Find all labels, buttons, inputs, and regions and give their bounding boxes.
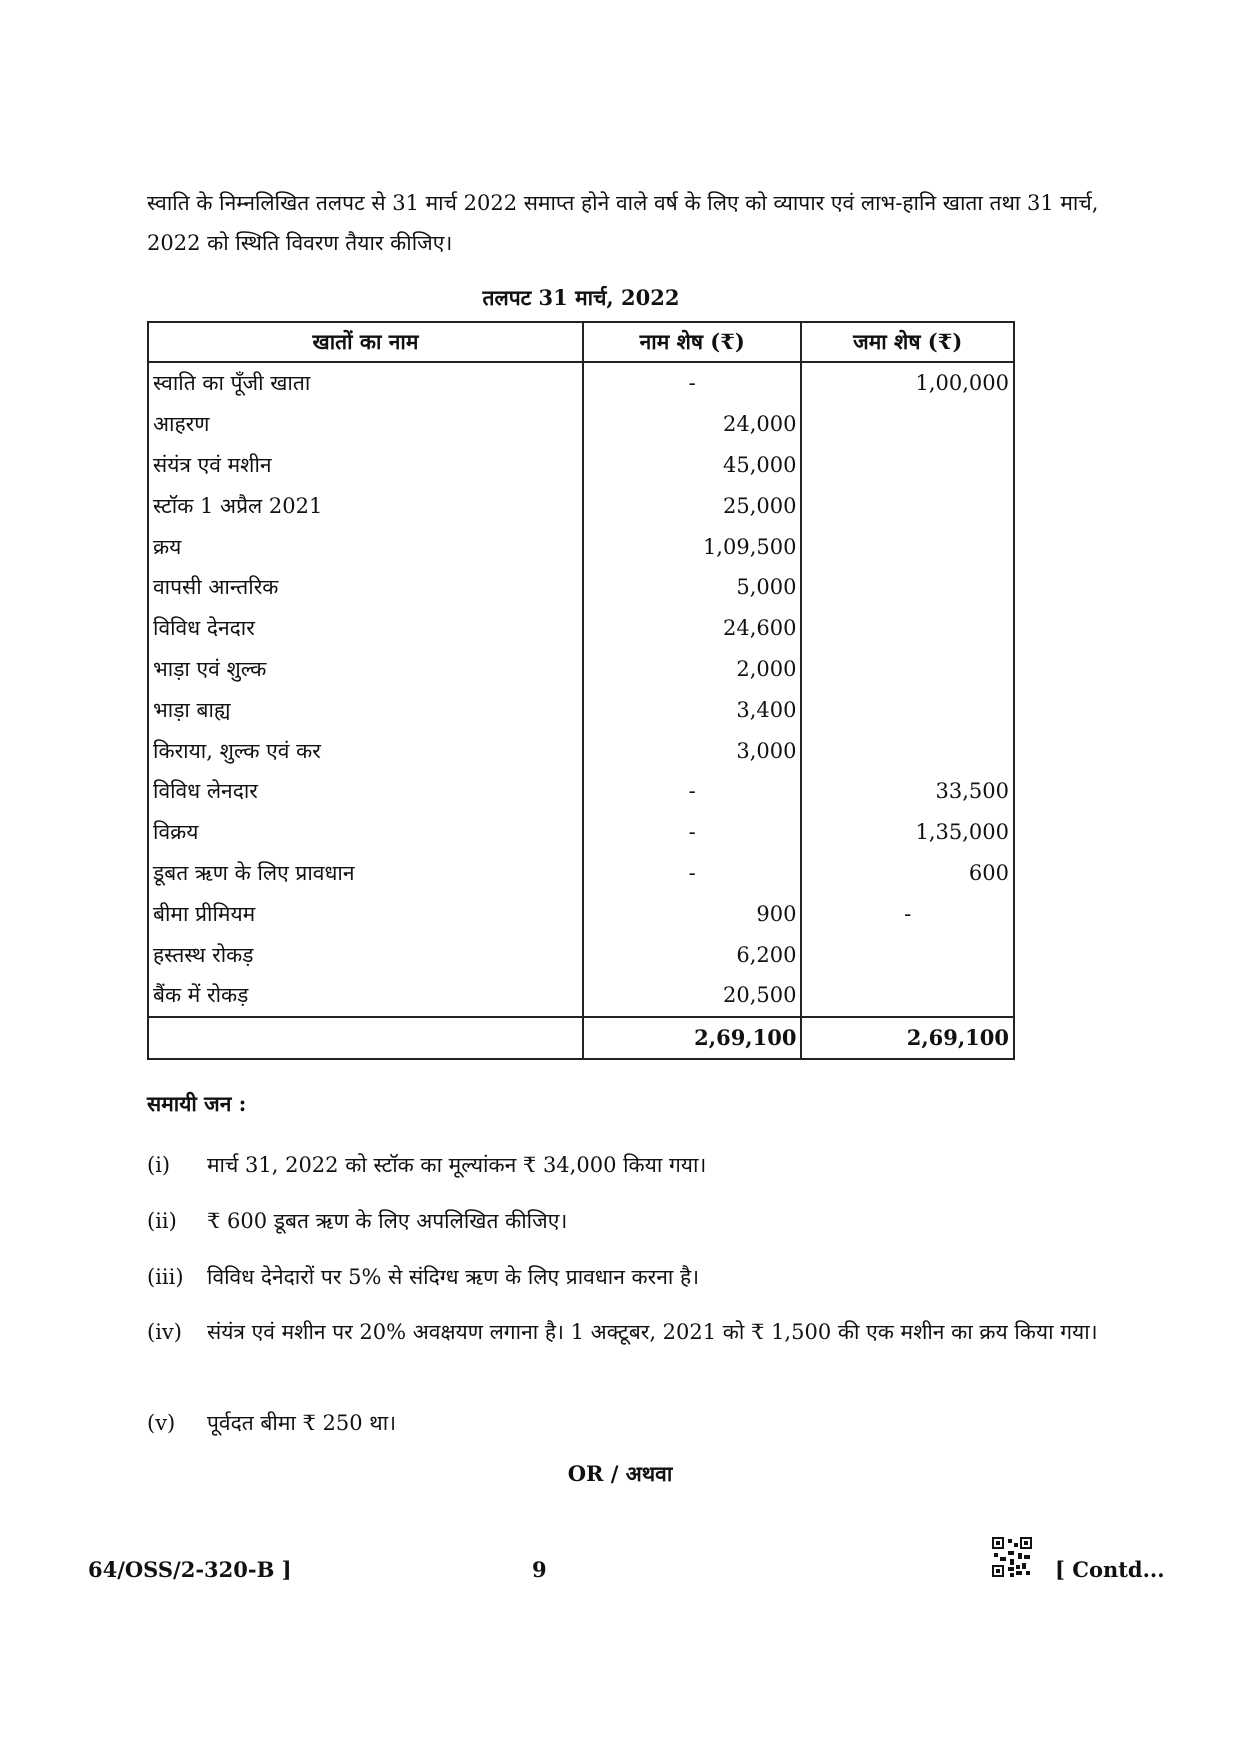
adjustment-number: (i) — [147, 1153, 171, 1177]
qr-code-icon — [992, 1537, 1032, 1577]
credit-amount — [801, 608, 1014, 649]
table-row — [148, 771, 1014, 812]
adjustments-heading: समायी जन : — [147, 1091, 247, 1116]
header-credit: जमा शेष (₹) — [801, 322, 1014, 362]
account-name: भाड़ा एवं शुल्क — [148, 649, 583, 690]
question-text: स्वाति के निम्नलिखित तलपट से 31 मार्च 2022 समाप्त होने वाले वर्ष के लिए को व्यापार एवं लाभ-हानि खाता तथा 31 मार्च, 2022 को स्थिति विवरण तैयार कीजिए। — [147, 191, 1099, 255]
debit-amount: 5,000 — [583, 567, 802, 608]
adjustment-text: पूर्वदत बीमा ₹ 250 था। — [207, 1411, 397, 1435]
adjustment-text: ₹ 600 डूबत ऋण के लिए अपलिखित कीजिए। — [207, 1209, 568, 1233]
credit-amount — [801, 975, 1014, 1017]
account-name: विक्रय — [148, 812, 583, 853]
debit-amount: 900 — [583, 893, 802, 934]
credit-amount — [801, 567, 1014, 608]
adjustment-number: (iv) — [147, 1320, 182, 1344]
page-number: 9 — [532, 1557, 547, 1582]
adjustment-item — [147, 1203, 1107, 1239]
credit-amount: 1,35,000 — [801, 812, 1014, 853]
table-row — [148, 567, 1014, 608]
total-row — [148, 1017, 1014, 1059]
table-row — [148, 526, 1014, 567]
debit-amount: 3,400 — [583, 689, 802, 730]
total-credit: 2,69,100 — [801, 1017, 1014, 1059]
table-row — [148, 445, 1014, 486]
adjustment-number: (iii) — [147, 1265, 184, 1289]
trial-balance-table — [147, 321, 1015, 1060]
or-separator: OR / अथवा — [567, 1461, 673, 1486]
continued-marker: [ Contd... — [1055, 1557, 1165, 1582]
table-row — [148, 893, 1014, 934]
account-name: वापसी आन्तरिक — [148, 567, 583, 608]
table-row — [148, 730, 1014, 771]
debit-amount: 24,000 — [583, 404, 802, 445]
credit-amount: 600 — [801, 853, 1014, 894]
credit-amount: - — [801, 893, 1014, 934]
debit-amount: 25,000 — [583, 485, 802, 526]
credit-amount — [801, 934, 1014, 975]
adjustment-text: संयंत्र एवं मशीन पर 20% अवक्षयण लगाना है। 1 अक्टूबर, 2021 को ₹ 1,500 की एक मशीन का क्रय किया गया। — [207, 1320, 1098, 1344]
adjustment-number: (ii) — [147, 1209, 177, 1233]
account-name: संयंत्र एवं मशीन — [148, 445, 583, 486]
account-name: हस्तस्थ रोकड़ — [148, 934, 583, 975]
adjustment-item — [147, 1405, 1107, 1441]
adjustment-item — [147, 1259, 1107, 1295]
adjustment-text: मार्च 31, 2022 को स्टॉक का मूल्यांकन ₹ 34,000 किया गया। — [207, 1153, 707, 1177]
credit-amount — [801, 526, 1014, 567]
adjustment-text: विविध देनेदारों पर 5% से संदिग्ध ऋण के लिए प्रावधान करना है। — [207, 1265, 700, 1289]
header-debit: नाम शेष (₹) — [583, 322, 802, 362]
account-name: विविध लेनदार — [148, 771, 583, 812]
account-name: क्रय — [148, 526, 583, 567]
table-row — [148, 608, 1014, 649]
credit-amount — [801, 689, 1014, 730]
table-row — [148, 649, 1014, 690]
account-name: विविध देनदार — [148, 608, 583, 649]
table-row — [148, 853, 1014, 894]
debit-amount: 3,000 — [583, 730, 802, 771]
table-row — [148, 812, 1014, 853]
credit-amount — [801, 649, 1014, 690]
debit-amount: - — [583, 853, 802, 894]
account-name: किराया, शुल्क एवं कर — [148, 730, 583, 771]
table-header-row — [148, 322, 1014, 362]
account-name: स्वाति का पूँजी खाता — [148, 362, 583, 404]
table-row — [148, 404, 1014, 445]
table-row — [148, 689, 1014, 730]
table-row — [148, 362, 1014, 404]
debit-amount: 6,200 — [583, 934, 802, 975]
credit-amount — [801, 445, 1014, 486]
debit-amount: - — [583, 812, 802, 853]
adjustment-item — [147, 1314, 1107, 1350]
account-name: बैंक में रोकड़ — [148, 975, 583, 1017]
debit-amount: 1,09,500 — [583, 526, 802, 567]
debit-amount: 24,600 — [583, 608, 802, 649]
total-debit: 2,69,100 — [583, 1017, 802, 1059]
table-row — [148, 485, 1014, 526]
total-label — [148, 1017, 583, 1059]
debit-amount: 45,000 — [583, 445, 802, 486]
table-row — [148, 975, 1014, 1017]
table-row — [148, 934, 1014, 975]
trial-balance-title: तलपट 31 मार्च, 2022 — [482, 285, 680, 310]
adjustment-number: (v) — [147, 1411, 176, 1435]
account-name: भाड़ा बाह्य — [148, 689, 583, 730]
paper-code: 64/OSS/2-320-B ] — [88, 1557, 292, 1582]
credit-amount — [801, 730, 1014, 771]
credit-amount — [801, 485, 1014, 526]
debit-amount: 2,000 — [583, 649, 802, 690]
adjustment-item — [147, 1147, 1107, 1183]
account-name: आहरण — [148, 404, 583, 445]
header-account-name: खातों का नाम — [148, 322, 583, 362]
account-name: बीमा प्रीमियम — [148, 893, 583, 934]
credit-amount: 33,500 — [801, 771, 1014, 812]
debit-amount: 20,500 — [583, 975, 802, 1017]
credit-amount: 1,00,000 — [801, 362, 1014, 404]
credit-amount — [801, 404, 1014, 445]
account-name: स्टॉक 1 अप्रैल 2021 — [148, 485, 583, 526]
debit-amount: - — [583, 362, 802, 404]
debit-amount: - — [583, 771, 802, 812]
account-name: डूबत ऋण के लिए प्रावधान — [148, 853, 583, 894]
